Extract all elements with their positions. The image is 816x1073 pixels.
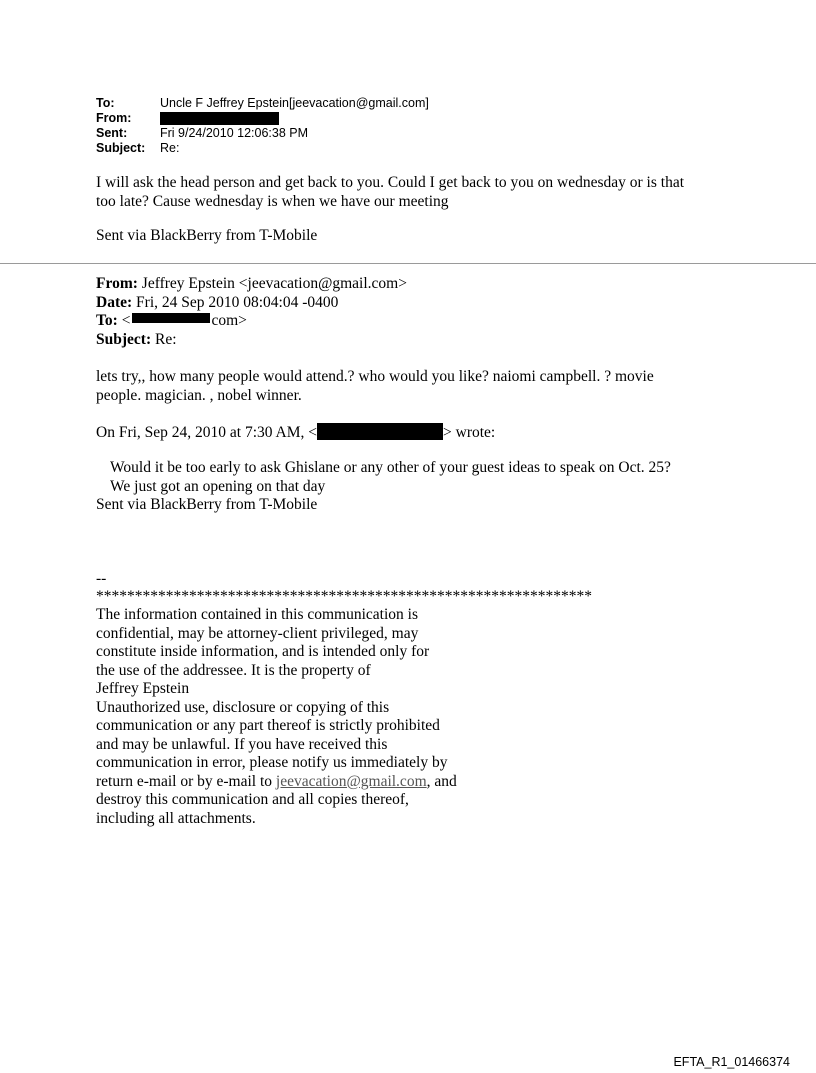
quoted-date-label: Date: — [96, 293, 133, 311]
disclaimer-line: Unauthorized use, disclosure or copying of this — [96, 698, 390, 716]
disclaimer-line: and may be unlawful. If you have received this — [96, 735, 388, 753]
nested-quote-line: We just got an opening on that day — [110, 477, 326, 495]
redaction-block — [317, 423, 443, 440]
disclaimer — [96, 606, 476, 828]
reply-line: too late? Cause wednesday is when we have our meeting — [96, 192, 449, 210]
disclaimer-line: Jeffrey Epstein — [96, 680, 190, 697]
quoted-subject-label: Subject: — [96, 330, 152, 348]
disclaimer-line: confidential, may be attorney-client privileged, may — [96, 624, 419, 642]
disclaimer-line: communication in error, please notify us immediately by — [96, 754, 448, 771]
document-id: EFTA_R1_01466374 — [673, 1055, 790, 1069]
attribution-suffix: > wrote: — [443, 424, 496, 441]
disclaimer-line — [96, 773, 476, 792]
email-header — [96, 96, 429, 156]
quoted-from-row — [96, 275, 407, 294]
quoted-subject-value: Re: — [151, 330, 177, 348]
quoted-to-label: To: — [96, 312, 118, 329]
header-subject-row — [96, 141, 429, 156]
quoted-to-row — [96, 312, 407, 331]
nested-signature: Sent via BlackBerry from T-Mobile — [96, 496, 318, 513]
header-sent-row — [96, 126, 429, 141]
quoted-date-row — [96, 294, 407, 313]
to-value: Uncle F Jeffrey Epstein[jeevacation@gmail.com] — [160, 96, 429, 110]
signature-separator: -- — [96, 570, 107, 587]
attribution-line — [96, 423, 495, 443]
divider-line — [0, 263, 816, 264]
sent-label: Sent: — [96, 126, 128, 140]
redaction-block — [132, 313, 210, 323]
disclaimer-line: The information contained in this communication is — [96, 606, 418, 623]
disclaimer-line: constitute inside information, and is intended only for — [96, 643, 430, 660]
reply-body — [96, 174, 716, 211]
asterisk-rule: **************************************************************** — [96, 588, 592, 605]
header-from-row — [96, 111, 429, 126]
quoted-from-label: From: — [96, 275, 138, 292]
return-prefix: return e-mail or by e-mail to — [96, 772, 276, 790]
quoted-header — [96, 275, 407, 349]
reply-line: I will ask the head person and get back to you. Could I get back to you on wednesday or is that — [96, 174, 685, 191]
disclaimer-line: including all attachments. — [96, 809, 256, 827]
redaction-block — [160, 112, 279, 125]
sent-value: Fri 9/24/2010 12:06:38 PM — [160, 126, 309, 140]
return-suffix: , and — [426, 772, 457, 790]
reply-signature: Sent via BlackBerry from T-Mobile — [96, 227, 318, 244]
quoted-date-value: Fri, 24 Sep 2010 08:04:04 -0400 — [132, 293, 339, 311]
subject-value: Re: — [160, 141, 180, 155]
quoted-body — [96, 368, 716, 405]
attribution-prefix: On Fri, Sep 24, 2010 at 7:30 AM, < — [96, 424, 318, 441]
from-label: From: — [96, 111, 132, 125]
quoted-subject-row — [96, 331, 407, 350]
quoted-to-prefix: < — [117, 312, 131, 329]
quoted-line: people. magician. , nobel winner. — [96, 386, 302, 404]
nested-quote-line: Would it be too early to ask Ghislane or any other of your guest ideas to speak on Oct. 25? — [110, 459, 671, 476]
to-label: To: — [96, 96, 115, 110]
header-to-row — [96, 96, 429, 111]
disclaimer-line: destroy this communication and all copies thereof, — [96, 791, 409, 808]
quoted-to-suffix: com> — [211, 312, 247, 329]
subject-label: Subject: — [96, 141, 146, 155]
nested-quote — [110, 459, 730, 496]
quoted-line: lets try,, how many people would attend.? who would you like? naiomi campbell. ? movie — [96, 368, 654, 385]
quoted-from-value: Jeffrey Epstein <jeevacation@gmail.com> — [137, 275, 407, 292]
email-link[interactable]: jeevacation@gmail.com — [275, 772, 427, 790]
disclaimer-line: communication or any part thereof is strictly prohibited — [96, 717, 440, 734]
disclaimer-line: the use of the addressee. It is the property of — [96, 661, 371, 679]
